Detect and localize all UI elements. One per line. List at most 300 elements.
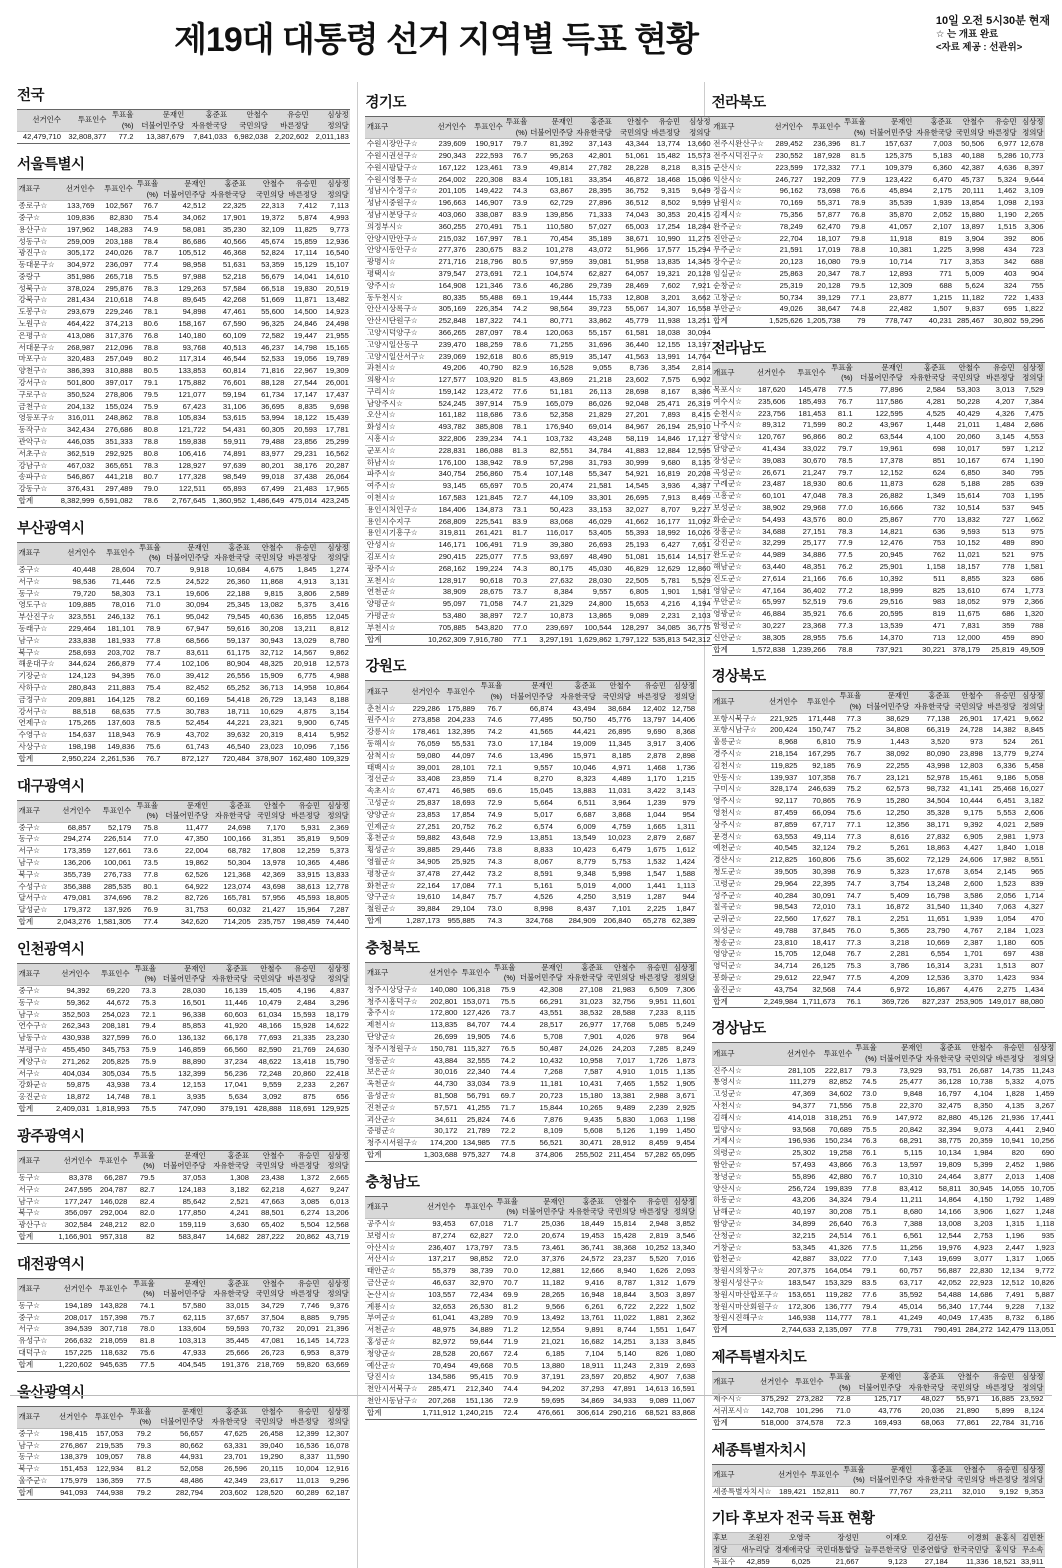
value-cell: 44,109 — [529, 493, 575, 505]
value-cell: 47,369 — [780, 1089, 817, 1101]
value-cell: 25,867 — [854, 514, 904, 526]
value-cell: 342 — [986, 257, 1018, 269]
district-cell: 신안군☆ — [712, 632, 747, 644]
value-cell: 57,584 — [207, 283, 247, 295]
value-cell: 78.5 — [827, 455, 854, 467]
other-candidate: 김선동 — [909, 1533, 950, 1545]
table-row — [365, 457, 712, 469]
value-cell: 57,282 — [637, 1150, 670, 1162]
value-cell: 624 — [904, 467, 946, 479]
value-cell: 78.8 — [842, 245, 867, 257]
district-cell: 성남시분당구☆ — [365, 209, 426, 221]
value-cell: 10,514 — [947, 503, 982, 515]
value-cell: 140,080 — [421, 984, 459, 996]
value-cell: 14,055 — [994, 1183, 1026, 1195]
value-cell: 25,302 — [780, 1148, 817, 1160]
value-cell: 14,682 — [207, 1231, 250, 1243]
value-cell: 6,479 — [597, 845, 632, 857]
value-cell: 76.7 — [837, 949, 863, 961]
value-cell: 73.0 — [477, 738, 504, 750]
value-cell: 220,308 — [468, 174, 505, 186]
table-row — [712, 198, 1045, 210]
table-row — [712, 961, 1045, 973]
district-cell: 철원군☆ — [365, 904, 400, 916]
value-cell: 18,179 — [317, 1009, 350, 1021]
district-cell: 포항시북구☆ — [712, 713, 761, 725]
value-cell: 48,975 — [420, 1325, 457, 1337]
column-header: 안철수 — [954, 117, 986, 128]
value-cell: 22,560 — [760, 914, 799, 926]
value-cell: 70,865 — [799, 796, 837, 808]
district-cell: 울릉군☆ — [712, 737, 761, 749]
value-cell: 324 — [986, 280, 1018, 292]
value-cell: 26,596 — [205, 1464, 249, 1476]
table-row — [17, 224, 350, 236]
value-cell: 1,572,838 — [747, 644, 787, 656]
value-cell: 9,557 — [575, 587, 614, 599]
value-cell: 21,011 — [947, 420, 982, 432]
value-cell: 22,164 — [401, 880, 442, 892]
value-cell: 59,362 — [51, 997, 91, 1009]
value-cell: 27,184 — [909, 1556, 950, 1568]
value-cell: 15,461 — [951, 772, 984, 784]
value-cell: 54,921 — [613, 469, 650, 481]
value-cell: 12,595 — [682, 445, 712, 457]
value-cell: 55,371 — [804, 198, 842, 210]
value-cell: 17,627 — [799, 914, 837, 926]
value-cell: 344,624 — [58, 659, 97, 671]
table-row — [712, 1556, 1045, 1568]
value-cell: 52,519 — [787, 597, 827, 609]
column-header: 홍준표 — [207, 178, 247, 189]
column-header: 안철수 — [606, 1196, 638, 1207]
value-cell: 192,209 — [804, 174, 842, 186]
column-header: 바른정당 — [986, 128, 1018, 139]
value-cell: 1,450 — [669, 1126, 696, 1138]
value-cell: 2,521 — [207, 1196, 250, 1208]
district-cell: 김포시☆ — [365, 552, 426, 564]
region-title: 부산광역시 — [17, 520, 85, 537]
column-header: 국민의당 — [597, 692, 632, 703]
district-cell: 무주군☆ — [712, 245, 767, 257]
value-cell: 152,811 — [808, 1486, 841, 1498]
value-cell: 3,370 — [951, 973, 984, 985]
value-cell: 160,806 — [799, 855, 837, 867]
region-title: 광주광역시 — [17, 1128, 85, 1145]
column-header: 투표인수 — [817, 1043, 854, 1065]
value-cell: 26,458 — [249, 1428, 285, 1440]
district-cell: 익산시☆ — [712, 174, 767, 186]
table-row — [17, 576, 350, 588]
table-row — [712, 514, 1045, 526]
value-cell: 40,545 — [760, 843, 799, 855]
value-cell: 35,328 — [911, 807, 952, 819]
value-cell: 26,901 — [951, 713, 984, 725]
value-cell: 1,507 — [914, 304, 954, 316]
value-cell: 94,898 — [160, 307, 208, 319]
value-cell: 78.2 — [133, 893, 160, 905]
district-cell: 함평군☆ — [712, 621, 747, 633]
value-cell: 19,809 — [924, 1160, 963, 1172]
value-cell: 86,026 — [575, 398, 614, 410]
value-cell: 44,097 — [441, 750, 476, 762]
value-cell: 3,786 — [863, 961, 911, 973]
column-header: 더불어민주당 — [866, 1475, 914, 1486]
region-title: 전국 — [17, 88, 45, 104]
value-cell: 75.5 — [131, 1103, 157, 1115]
table-row — [17, 1196, 350, 1208]
value-cell: 63,867 — [529, 186, 575, 198]
value-cell: 23,211 — [914, 1486, 954, 1498]
value-cell: 3,143 — [667, 786, 696, 798]
value-cell: 22,325 — [207, 201, 247, 213]
value-cell: 40,566 — [207, 236, 247, 248]
value-cell: 45,674 — [248, 236, 286, 248]
value-cell: 38,176 — [286, 460, 319, 472]
table-row — [17, 869, 350, 881]
value-cell: 755 — [1018, 280, 1045, 292]
value-cell: 8,998 — [504, 904, 555, 916]
value-cell: 67,471 — [401, 786, 442, 798]
value-cell: 30,094 — [682, 327, 712, 339]
value-cell: 75.5 — [492, 996, 517, 1008]
value-cell: 59,875 — [51, 1080, 91, 1092]
column-header: 선거인수 — [17, 110, 62, 132]
value-cell: 206,840 — [597, 915, 632, 927]
column-header: 투표인수 — [787, 362, 827, 384]
value-cell: 25,901 — [854, 562, 904, 574]
value-cell: 73.3 — [131, 986, 157, 998]
value-cell: 68,291 — [878, 1136, 924, 1148]
table-row — [17, 460, 350, 472]
value-cell: 10,152 — [947, 538, 982, 550]
value-cell: 4,767 — [951, 925, 984, 937]
value-cell: 5,830 — [604, 1114, 637, 1126]
value-cell: 49,026 — [767, 304, 805, 316]
value-cell: 14,748 — [91, 1092, 131, 1104]
value-cell: 80.6 — [134, 319, 159, 331]
value-cell: 78.9 — [842, 198, 867, 210]
table-row — [365, 292, 712, 304]
value-cell: 103,313 — [156, 1336, 207, 1348]
value-cell: 8,337 — [285, 1452, 321, 1464]
table-row — [17, 1464, 350, 1476]
value-cell: 122,595 — [854, 408, 904, 420]
column-header: 심상정 — [321, 1150, 350, 1161]
value-cell: 14,041 — [286, 271, 319, 283]
value-cell: 25,299 — [319, 437, 351, 449]
value-cell: 63,669 — [321, 1359, 350, 1371]
value-cell: 28,517 — [517, 1020, 564, 1032]
value-cell: 43,551 — [517, 1008, 564, 1020]
value-cell: 28,469 — [613, 280, 650, 292]
value-cell: 3,998 — [954, 245, 986, 257]
value-cell: 70.5 — [504, 481, 528, 493]
value-cell: 82,452 — [162, 682, 210, 694]
column-header: 안철수 — [947, 362, 982, 373]
value-cell: 41,326 — [817, 1242, 854, 1254]
masthead — [10, 6, 1052, 82]
value-cell: 83.2 — [504, 245, 528, 257]
value-cell: 137,926 — [92, 905, 132, 917]
table-row — [365, 280, 712, 292]
value-cell: 1,320 — [1016, 609, 1045, 621]
value-cell: 4,021 — [984, 819, 1017, 831]
value-cell: 20,359 — [963, 1136, 995, 1148]
value-cell: 4,913 — [285, 576, 318, 588]
value-cell: 1,433 — [1018, 292, 1045, 304]
value-cell: 11,340 — [951, 902, 984, 914]
table-row — [365, 563, 712, 575]
value-cell: 690 — [1026, 1148, 1056, 1160]
district-cell: 담양군☆ — [712, 444, 747, 456]
value-cell: 4,525 — [904, 408, 946, 420]
table-row — [17, 212, 350, 224]
value-cell: 2,107 — [914, 221, 954, 233]
value-cell: 1,881 — [638, 1313, 670, 1325]
value-cell: 89,645 — [160, 295, 208, 307]
region-table — [17, 1278, 350, 1372]
value-cell: 9,416 — [566, 1277, 605, 1289]
value-cell: 134,586 — [420, 1372, 457, 1384]
value-cell: 77.8 — [854, 1325, 878, 1337]
value-cell: 76.7 — [477, 703, 504, 715]
value-cell: 32,027 — [613, 504, 650, 516]
value-cell: 109,379 — [867, 162, 914, 174]
column-header: 개표구 — [712, 117, 767, 139]
value-cell: 15,439 — [319, 413, 351, 425]
column-header: 선거인수 — [767, 117, 805, 139]
value-cell: 4,759 — [597, 821, 632, 833]
value-cell: 6,009 — [554, 821, 597, 833]
value-cell: 207,268 — [420, 1395, 457, 1407]
value-cell: 404,034 — [51, 1068, 91, 1080]
table-row — [712, 1289, 1056, 1301]
value-cell: 16,797 — [924, 1089, 963, 1101]
value-cell: 128,297 — [613, 622, 650, 634]
value-cell: 28,030 — [157, 986, 207, 998]
value-cell: 5,058 — [1017, 772, 1045, 784]
value-cell: 41,565 — [504, 727, 555, 739]
value-cell: 28,588 — [604, 1008, 637, 1020]
column-header: 문재인 — [504, 681, 555, 692]
value-cell: 254,023 — [91, 1009, 131, 1021]
value-cell: 8,379 — [321, 1348, 350, 1360]
value-cell: 19,610 — [401, 892, 442, 904]
value-cell: 117,314 — [160, 354, 208, 366]
column-header: 유승민 — [984, 691, 1017, 702]
value-cell: 261,421 — [468, 528, 505, 540]
value-cell: 32,109 — [248, 224, 286, 236]
value-cell: 127,426 — [459, 1008, 492, 1020]
value-cell: 3,845 — [670, 1336, 697, 1348]
value-cell: 656 — [317, 1092, 350, 1104]
value-cell: 281,105 — [780, 1065, 817, 1077]
value-cell: 1,287,173 — [401, 915, 442, 927]
district-cell: 남구☆ — [17, 635, 58, 647]
district-cell: 서구☆ — [17, 1324, 53, 1336]
value-cell: 85,853 — [157, 1021, 207, 1033]
table-row — [712, 621, 1045, 633]
value-cell: 76.9 — [837, 760, 863, 772]
column-header: 바른정당 — [981, 1383, 1016, 1394]
value-cell: 1,468 — [632, 762, 667, 774]
value-cell: 1,797,122 — [613, 634, 650, 646]
value-cell: 42,859 — [738, 1556, 771, 1568]
value-cell: 22,370 — [878, 1101, 924, 1113]
column-header: 안철수 — [248, 178, 286, 189]
value-cell: 133,604 — [156, 1324, 207, 1336]
value-cell: 29,231 — [286, 448, 319, 460]
district-cell: 서초구☆ — [17, 448, 58, 460]
value-cell: 145,478 — [787, 385, 827, 397]
row-label: 정당 — [712, 1545, 738, 1557]
table-row — [17, 472, 350, 484]
value-cell: 47,164 — [747, 585, 787, 597]
value-cell: 379,191 — [207, 1103, 249, 1115]
column-header: 자유한국당 — [914, 1475, 954, 1486]
district-cell: 경주시☆ — [712, 748, 761, 760]
column-header: 더불어민주당 — [852, 1383, 903, 1394]
value-cell: 13,833 — [321, 869, 350, 881]
value-cell: 15,928 — [283, 1021, 317, 1033]
value-cell: 20,667 — [457, 1348, 494, 1360]
value-cell: 68,566 — [162, 635, 210, 647]
value-cell: 3,109 — [1018, 186, 1045, 198]
value-cell: 23,790 — [911, 925, 952, 937]
value-cell: 38,305 — [747, 632, 787, 644]
column-header: 바른정당 — [283, 974, 317, 985]
value-cell: 15,405 — [249, 986, 283, 998]
row-label: 득표수 — [712, 1556, 738, 1568]
table-row — [712, 713, 1045, 725]
value-cell: 78.4 — [504, 327, 528, 339]
column-header: 선거인수 — [780, 1043, 817, 1065]
table-row — [17, 248, 350, 260]
value-cell: 22,004 — [159, 846, 209, 858]
value-cell: 80.5 — [504, 257, 528, 269]
value-cell: 4,988 — [318, 671, 350, 683]
value-cell: 26,695 — [613, 493, 650, 505]
district-cell: 달성군☆ — [17, 905, 52, 917]
value-cell: 1,015 — [637, 1067, 670, 1079]
value-cell: 23,853 — [401, 809, 442, 821]
value-cell: 1,240,215 — [457, 1407, 494, 1419]
table-row — [365, 1126, 696, 1138]
value-cell: 2,925 — [669, 1102, 696, 1114]
value-cell: 1,311 — [667, 821, 696, 833]
value-cell: 17,041 — [207, 1080, 249, 1092]
value-cell: 9,557 — [504, 762, 555, 774]
value-cell: 7,475 — [1016, 408, 1045, 420]
table-row — [712, 597, 1045, 609]
value-cell: 9,862 — [318, 647, 350, 659]
value-cell: 2,686 — [1016, 420, 1045, 432]
table-row — [17, 389, 350, 401]
value-cell: 79.3 — [854, 1065, 878, 1077]
value-cell: 52,454 — [162, 718, 210, 730]
value-cell: 944 — [667, 892, 696, 904]
value-cell: 2,600 — [951, 878, 984, 890]
value-cell: 96,338 — [157, 1009, 207, 1021]
column-header: 정의당 — [1017, 702, 1045, 713]
value-cell: 25,824 — [459, 1114, 492, 1126]
value-cell: 28,604 — [97, 564, 136, 576]
value-cell: 177,328 — [160, 472, 208, 484]
value-cell: 80.2 — [827, 432, 854, 444]
value-cell: 1,840 — [984, 843, 1017, 855]
value-cell: 209,881 — [58, 694, 97, 706]
column-header: (%) — [477, 692, 504, 703]
table-row — [17, 917, 350, 929]
value-cell: 2,687 — [667, 833, 696, 845]
value-cell: 74.3 — [504, 563, 528, 575]
district-cell: 대덕구☆ — [17, 1348, 53, 1360]
national-table — [17, 109, 350, 144]
table-row — [17, 1172, 350, 1184]
value-cell: 22,947 — [799, 973, 837, 985]
value-cell: 8,368 — [667, 727, 696, 739]
column-header: 국민의당 — [249, 974, 283, 985]
column-header: 더불어민주당 — [156, 1161, 207, 1172]
district-cell: 영덕군☆ — [712, 961, 761, 973]
district-cell: 수원시권선구☆ — [365, 150, 426, 162]
district-cell: 금천구☆ — [17, 401, 58, 413]
value-cell: 39,001 — [401, 762, 442, 774]
column-header: 심상정 — [319, 178, 351, 189]
value-cell: 225,077 — [468, 552, 505, 564]
value-cell: 285,467 — [954, 316, 986, 328]
value-cell: 233,838 — [58, 635, 97, 647]
value-cell: 6,775 — [285, 671, 318, 683]
value-cell: 284,272 — [963, 1325, 995, 1337]
value-cell: 8,855 — [947, 573, 982, 585]
value-cell: 74,891 — [207, 448, 247, 460]
table-row — [712, 760, 1045, 772]
value-cell: 93,768 — [160, 342, 208, 354]
other-party: 한국국민당 — [949, 1545, 990, 1557]
table-row — [712, 1065, 1056, 1077]
value-cell: 76.0 — [136, 671, 162, 683]
value-cell: 16,682 — [566, 1336, 605, 1348]
value-cell: 73.1 — [504, 504, 528, 516]
value-cell: 6,025 — [771, 1556, 812, 1568]
column-header: 바른정당 — [982, 373, 1017, 384]
district-cell: 봉화군☆ — [712, 973, 761, 985]
column-header: 유승민 — [637, 962, 670, 973]
value-cell: 75.9 — [131, 1056, 157, 1068]
region-table — [365, 680, 696, 927]
table-row — [365, 622, 712, 634]
district-cell: 세종특별자치시☆ — [712, 1486, 776, 1498]
value-cell: 430,938 — [51, 1033, 91, 1045]
column-header: 심상정 — [321, 1278, 350, 1289]
value-cell: 9,315 — [650, 186, 682, 198]
value-cell: 10,310 — [878, 1171, 924, 1183]
value-cell: 1,662 — [1016, 514, 1045, 526]
value-cell: 9,192 — [987, 1486, 1020, 1498]
value-cell: 173,797 — [457, 1242, 494, 1254]
table-row — [365, 1138, 696, 1150]
other-party: 경제애국당 — [771, 1545, 812, 1557]
value-cell: 118,686 — [468, 410, 505, 422]
column-header: (%) — [492, 973, 517, 984]
district-cell: 강남구☆ — [17, 460, 58, 472]
column-header: 정의당 — [1020, 1475, 1045, 1486]
value-cell: 9,353 — [1020, 1486, 1045, 1498]
value-cell: 12,309 — [867, 280, 914, 292]
value-cell: 3,877 — [963, 1171, 995, 1183]
